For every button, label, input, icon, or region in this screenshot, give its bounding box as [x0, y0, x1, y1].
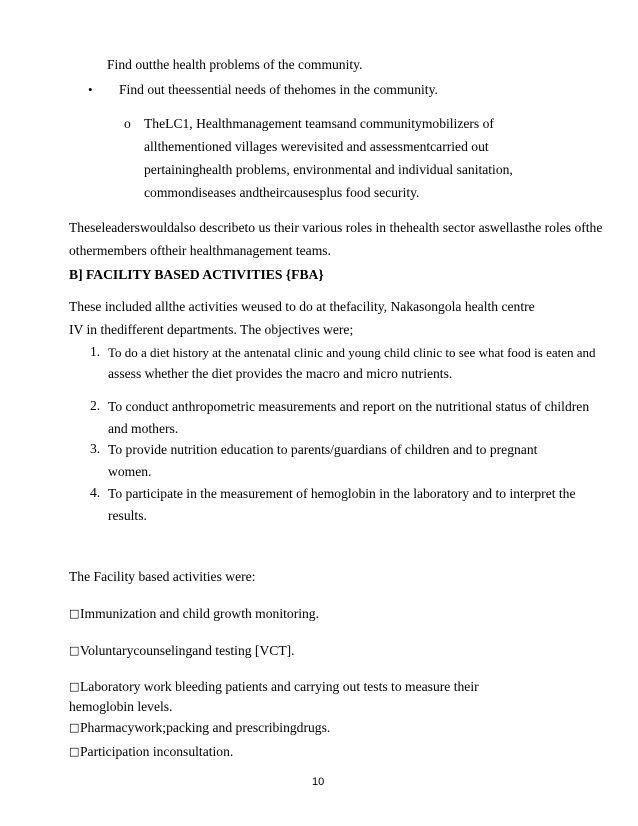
activity-item: Participation inconsultation.: [80, 744, 234, 759]
paragraph-line: IV in thedifferent departments. The objectives were;: [69, 322, 354, 337]
objective-line: To conduct anthropometric measurements and report on the nutritional status of children: [108, 399, 590, 414]
objective-number: 1.: [90, 344, 101, 359]
missing-glyph-icon: □: [69, 607, 80, 620]
objective-number: 2.: [90, 398, 101, 413]
activity-item: Voluntarycounselingand testing [VCT].: [80, 643, 295, 658]
sub-bullet-line: TheLC1, Healthmanagement teamsand communitymobilizers of: [144, 116, 494, 131]
objective-line: To provide nutrition education to parents/guardians of children and to pregnant: [108, 442, 538, 457]
bullet-item: Find out theessential needs of thehomes in the community.: [119, 82, 438, 97]
sub-bullet-line: commondiseases andtheircausesplus food security.: [144, 185, 420, 200]
objective-line: results.: [108, 508, 147, 523]
paragraph-line: These included allthe activities weused to do at thefacility, Nakasongola health centre: [69, 299, 535, 314]
objective-line: assess whether the diet provides the macro and micro nutrients.: [108, 366, 453, 381]
missing-glyph-icon: □: [69, 680, 80, 693]
missing-glyph-icon: □: [69, 721, 80, 734]
activity-item: Laboratory work bleeding patients and carrying out tests to measure their: [80, 679, 479, 694]
objective-line: women.: [108, 464, 152, 479]
objective-line: To participate in the measurement of hemoglobin in the laboratory and to interpret the: [108, 486, 576, 501]
sub-bullet-line: allthementioned villages werevisited and assessmentcarried out: [144, 139, 489, 154]
activities-intro: The Facility based activities were:: [69, 569, 256, 584]
objective-line: and mothers.: [108, 421, 179, 436]
objective-line: To do a diet history at the antenatal clinic and young child clinic to see what food is eaten and: [108, 345, 596, 360]
activity-item-continued: hemoglobin levels.: [69, 699, 173, 714]
sub-bullet-line: pertaininghealth problems, environmental and individual sanitation,: [144, 162, 513, 177]
page-number: 10: [312, 776, 325, 788]
paragraph-line: Theseleaderswouldalso describeto us their various roles in thehealth sector aswellasthe roles ofthe: [69, 220, 603, 235]
objective-number: 4.: [90, 485, 101, 500]
missing-glyph-icon: □: [69, 745, 80, 758]
activity-item: Pharmacywork;packing and prescribingdrugs.: [80, 720, 331, 735]
sub-bullet-marker: o: [124, 116, 131, 131]
objective-number: 3.: [90, 441, 101, 456]
intro-line: Find outthe health problems of the community.: [107, 57, 363, 72]
paragraph-line: othermembers oftheir healthmanagement teams.: [69, 243, 331, 258]
bullet-dot-icon: •: [88, 82, 93, 97]
activity-item: Immunization and child growth monitoring.: [80, 606, 319, 621]
section-heading: B] FACILITY BASED ACTIVITIES {FBA}: [69, 267, 324, 282]
missing-glyph-icon: □: [69, 644, 80, 657]
